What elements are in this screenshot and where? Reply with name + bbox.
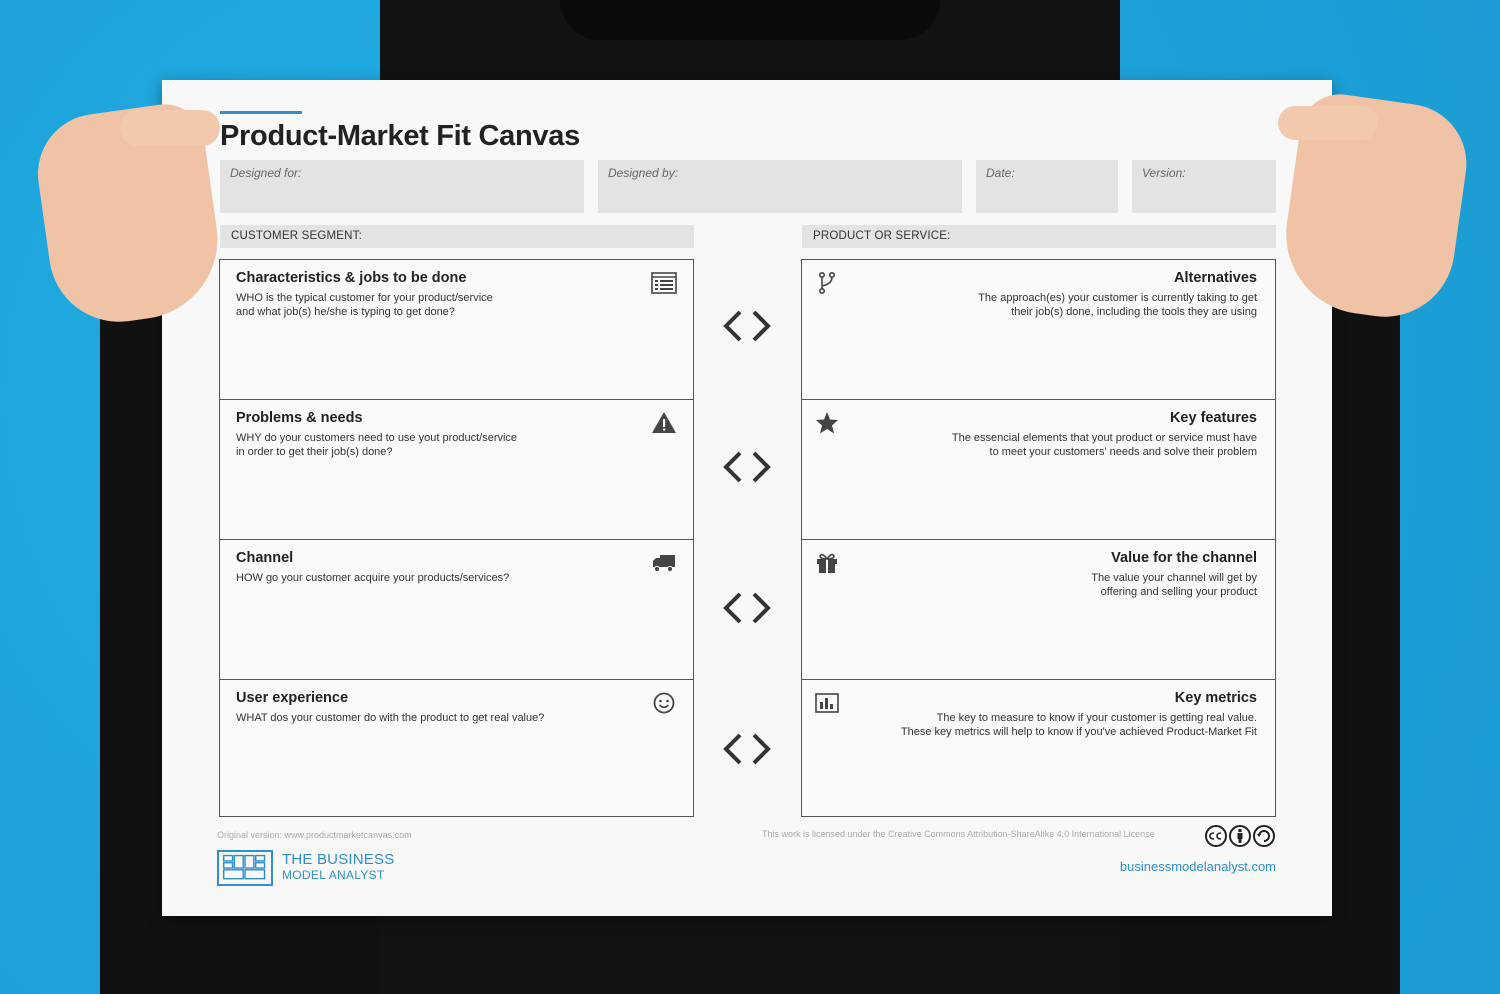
warning-icon	[651, 410, 677, 436]
box-title: Value for the channel	[1111, 550, 1257, 566]
smiley-icon	[651, 690, 677, 716]
person-neck	[560, 0, 940, 40]
designed-by-label: Designed by:	[608, 166, 679, 180]
box-description: The value your channel will get by offering and selling your product	[1091, 572, 1257, 598]
box-title: Alternatives	[1173, 270, 1257, 286]
customer-segment-label: CUSTOMER SEGMENT:	[231, 230, 362, 242]
box-channel[interactable]	[220, 540, 693, 680]
designed-for-label: Designed for:	[230, 166, 302, 180]
box-description: The approach(es) your customer is currently taking to get their job(s) done, including the tools they are using	[978, 292, 1257, 318]
code-arrows-icon	[720, 588, 774, 628]
website-link[interactable]: businessmodelanalyst.com	[1119, 859, 1276, 874]
fork-icon	[814, 270, 840, 296]
box-problems[interactable]	[220, 400, 693, 540]
designed-by-field[interactable]	[598, 160, 962, 213]
star-icon	[814, 410, 840, 436]
designed-for-field[interactable]	[220, 160, 584, 213]
date-field[interactable]	[976, 160, 1118, 213]
truck-icon	[651, 550, 677, 576]
page-title: Product-Market Fit Canvas	[220, 120, 580, 152]
box-key-metrics[interactable]	[802, 680, 1275, 820]
logo-text-line1: THE BUSINESS	[282, 851, 395, 868]
box-description: The essencial elements that yout product or service must have to meet your customers' needs and solve their problem	[951, 432, 1257, 458]
product-service-label: PRODUCT OR SERVICE:	[813, 230, 951, 242]
box-title: Channel	[236, 550, 294, 566]
customer-segment-field[interactable]	[220, 225, 694, 248]
box-description: HOW go your customer acquire your products/services?	[236, 572, 510, 584]
box-value-channel[interactable]	[802, 540, 1275, 680]
version-field[interactable]	[1132, 160, 1276, 213]
title-accent-bar	[220, 111, 302, 114]
creative-commons-icon	[1204, 824, 1290, 848]
box-description: WHY do your customers need to use yout product/service in order to get their job(s) done?	[236, 432, 518, 458]
license-text: This work is licensed under the Creative Commons Attribution-ShareAlike 4.0 International License	[762, 829, 1155, 839]
code-arrows-icon	[720, 447, 774, 487]
bar-chart-icon	[814, 690, 840, 716]
box-title: Problems & needs	[236, 410, 363, 426]
business-model-analyst-logo	[217, 850, 273, 886]
date-label: Date:	[986, 166, 1015, 180]
box-alternatives[interactable]	[802, 260, 1275, 400]
original-version-text: Original version: www.productmarketcanvas.com	[217, 830, 412, 840]
canvas-sheet	[162, 80, 1332, 916]
box-description: WHAT dos your customer do with the product to get real value?	[236, 712, 545, 724]
box-characteristics[interactable]	[220, 260, 693, 400]
box-title: User experience	[236, 690, 349, 706]
box-key-features[interactable]	[802, 400, 1275, 540]
left-thumb	[120, 110, 220, 146]
right-thumb	[1278, 106, 1378, 140]
code-arrows-icon	[720, 729, 774, 769]
list-icon	[651, 270, 677, 296]
box-description: The key to measure to know if your customer is getting real value. These key metrics will help to know if you've achieved Product-Market Fit	[900, 712, 1257, 738]
box-user-experience[interactable]	[220, 680, 693, 820]
box-title: Key features	[1169, 410, 1257, 426]
gift-icon	[814, 550, 840, 576]
code-arrows-icon	[720, 306, 774, 346]
box-title: Characteristics & jobs to be done	[236, 270, 467, 286]
logo-text-line2: MODEL ANALYST	[282, 868, 385, 882]
version-label: Version:	[1142, 166, 1186, 180]
box-title: Key metrics	[1174, 690, 1257, 706]
product-column	[801, 259, 1276, 817]
product-service-field[interactable]	[802, 225, 1276, 248]
customer-column	[219, 259, 694, 817]
box-description: WHO is the typical customer for your product/service and what job(s) he/she is typing to get done?	[236, 292, 493, 318]
